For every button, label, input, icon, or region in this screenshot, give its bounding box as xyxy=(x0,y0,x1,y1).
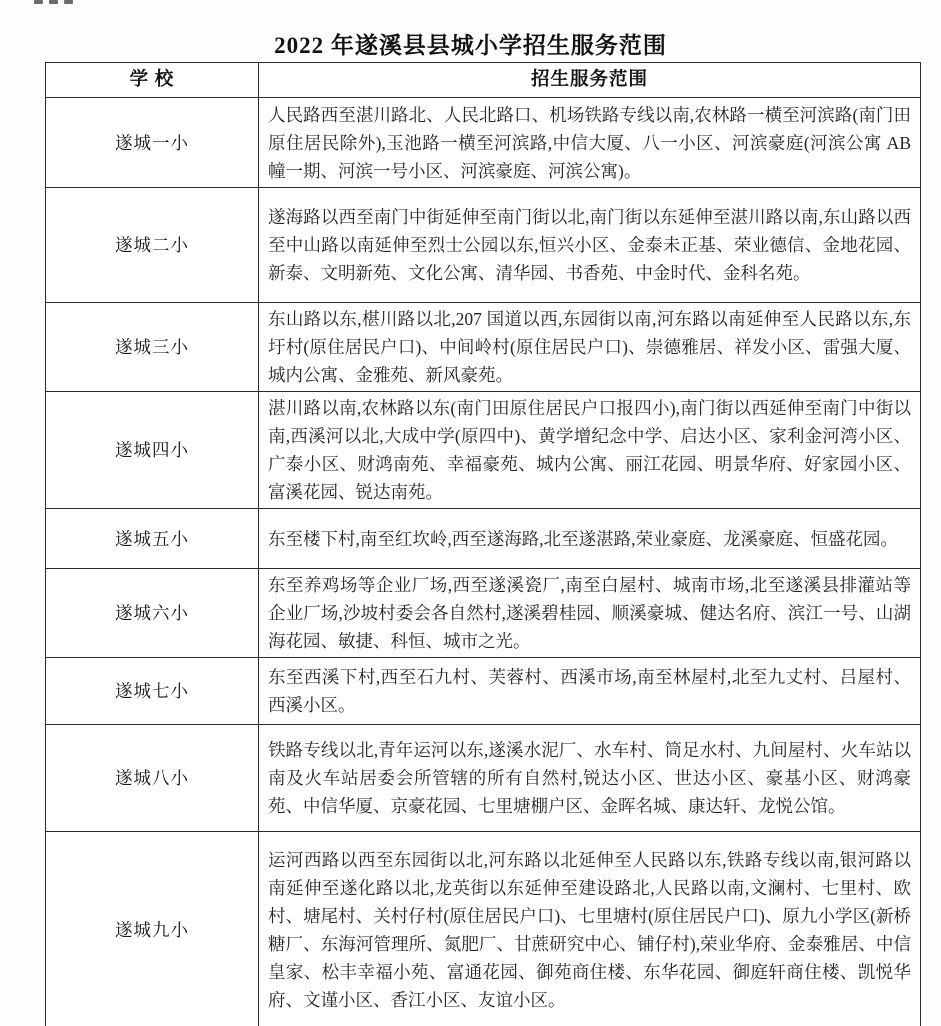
enrollment-range-table xyxy=(45,62,921,1026)
cropped-text-artifact xyxy=(34,0,104,7)
table-row xyxy=(46,725,921,832)
scope-text: 遂海路以西至南门中街延伸至南门街以北,南门街以东延伸至湛川路以南,东山路以西至中山路以南延伸至烈士公园以东,恒兴小区、金泰未正基、荣业德信、金地花园、新泰、文明新苑、文化公寓、清华园、书香苑、中金时代、金科名苑。 xyxy=(259,188,921,303)
table-row xyxy=(46,188,921,303)
scope-text: 铁路专线以北,青年运河以东,遂溪水泥厂、水车村、筒足水村、九间屋村、火车站以南及火车站居委会所管辖的所有自然村,锐达小区、世达小区、豪基小区、财鸿豪苑、中信华厦、京豪花园、七里塘棚户区、金晖名城、康达轩、龙悦公馆。 xyxy=(259,725,921,832)
school-name: 遂城一小 xyxy=(46,98,259,188)
scope-text: 东至楼下村,南至红坎岭,西至遂海路,北至遂湛路,荣业豪庭、龙溪豪庭、恒盛花园。 xyxy=(259,509,921,569)
header-scope: 招生服务范围 xyxy=(259,63,921,98)
school-name: 遂城九小 xyxy=(46,832,259,1026)
table-row xyxy=(46,98,921,188)
scope-text: 人民路西至湛川路北、人民北路口、机场铁路专线以南,农林路一横至河滨路(南门田原住居民除外),玉池路一横至河滨路,中信大厦、八一小区、河滨豪庭(河滨公寓 AB 幢一期、河滨一号小区、河滨豪庭、河滨公寓)。 xyxy=(259,98,921,188)
table-row xyxy=(46,303,921,392)
table-row xyxy=(46,392,921,509)
school-name: 遂城二小 xyxy=(46,188,259,303)
table-row xyxy=(46,569,921,658)
header-school: 学 校 xyxy=(46,63,259,98)
scope-text: 东至西溪下村,西至石九村、芙蓉村、西溪市场,南至林屋村,北至九丈村、吕屋村、西溪小区。 xyxy=(259,658,921,725)
school-name: 遂城八小 xyxy=(46,725,259,832)
page-title: 2022 年遂溪县县城小学招生服务范围 xyxy=(274,33,667,58)
scope-text: 湛川路以南,农林路以东(南门田原住居民户口报四小),南门街以西延伸至南门中街以南,西溪河以北,大成中学(原四中)、黄学增纪念中学、启达小区、家利金河湾小区、广泰小区、财鸿南苑、幸福豪苑、城内公寓、丽江花园、明景华府、好家园小区、富溪花园、锐达南苑。 xyxy=(259,392,921,509)
table-row xyxy=(46,509,921,569)
school-name: 遂城三小 xyxy=(46,303,259,392)
school-name: 遂城五小 xyxy=(46,509,259,569)
school-name: 遂城四小 xyxy=(46,392,259,509)
school-name: 遂城七小 xyxy=(46,658,259,725)
table-row xyxy=(46,832,921,1026)
table-row xyxy=(46,658,921,725)
table-header-row xyxy=(46,63,921,98)
scope-text: 东至养鸡场等企业厂场,西至遂溪瓷厂,南至白屋村、城南市场,北至遂溪县排灌站等企业厂场,沙坡村委会各自然村,遂溪碧桂园、顺溪豪城、健达名府、滨江一号、山湖海花园、敏捷、科恒、城市之光。 xyxy=(259,569,921,658)
scope-text: 东山路以东,椹川路以北,207 国道以西,东园街以南,河东路以南延伸至人民路以东,东圩村(原住居民户口)、中间岭村(原住居民户口)、崇德雅居、祥发小区、雷强大厦、城内公寓、金雅苑、新风豪苑。 xyxy=(259,303,921,392)
school-name: 遂城六小 xyxy=(46,569,259,658)
scope-text: 运河西路以西至东园街以北,河东路以北延伸至人民路以东,铁路专线以南,银河路以南延伸至遂化路以北,龙英街以东延伸至建设路北,人民路以南,文澜村、七里村、欧村、塘尾村、关村仔村(原住居民户口)、七里塘村(原住居民户口)、原九小学区(新桥糖厂、东海河管理所、氮肥厂、甘蔗研究中心、铺仔村),荣业华府、金泰雅居、中信皇家、松丰幸福小苑、富通花园、御苑商住楼、东华花园、御庭轩商住楼、凯悦华府、文谨小区、香江小区、友谊小区。 xyxy=(259,832,921,1026)
